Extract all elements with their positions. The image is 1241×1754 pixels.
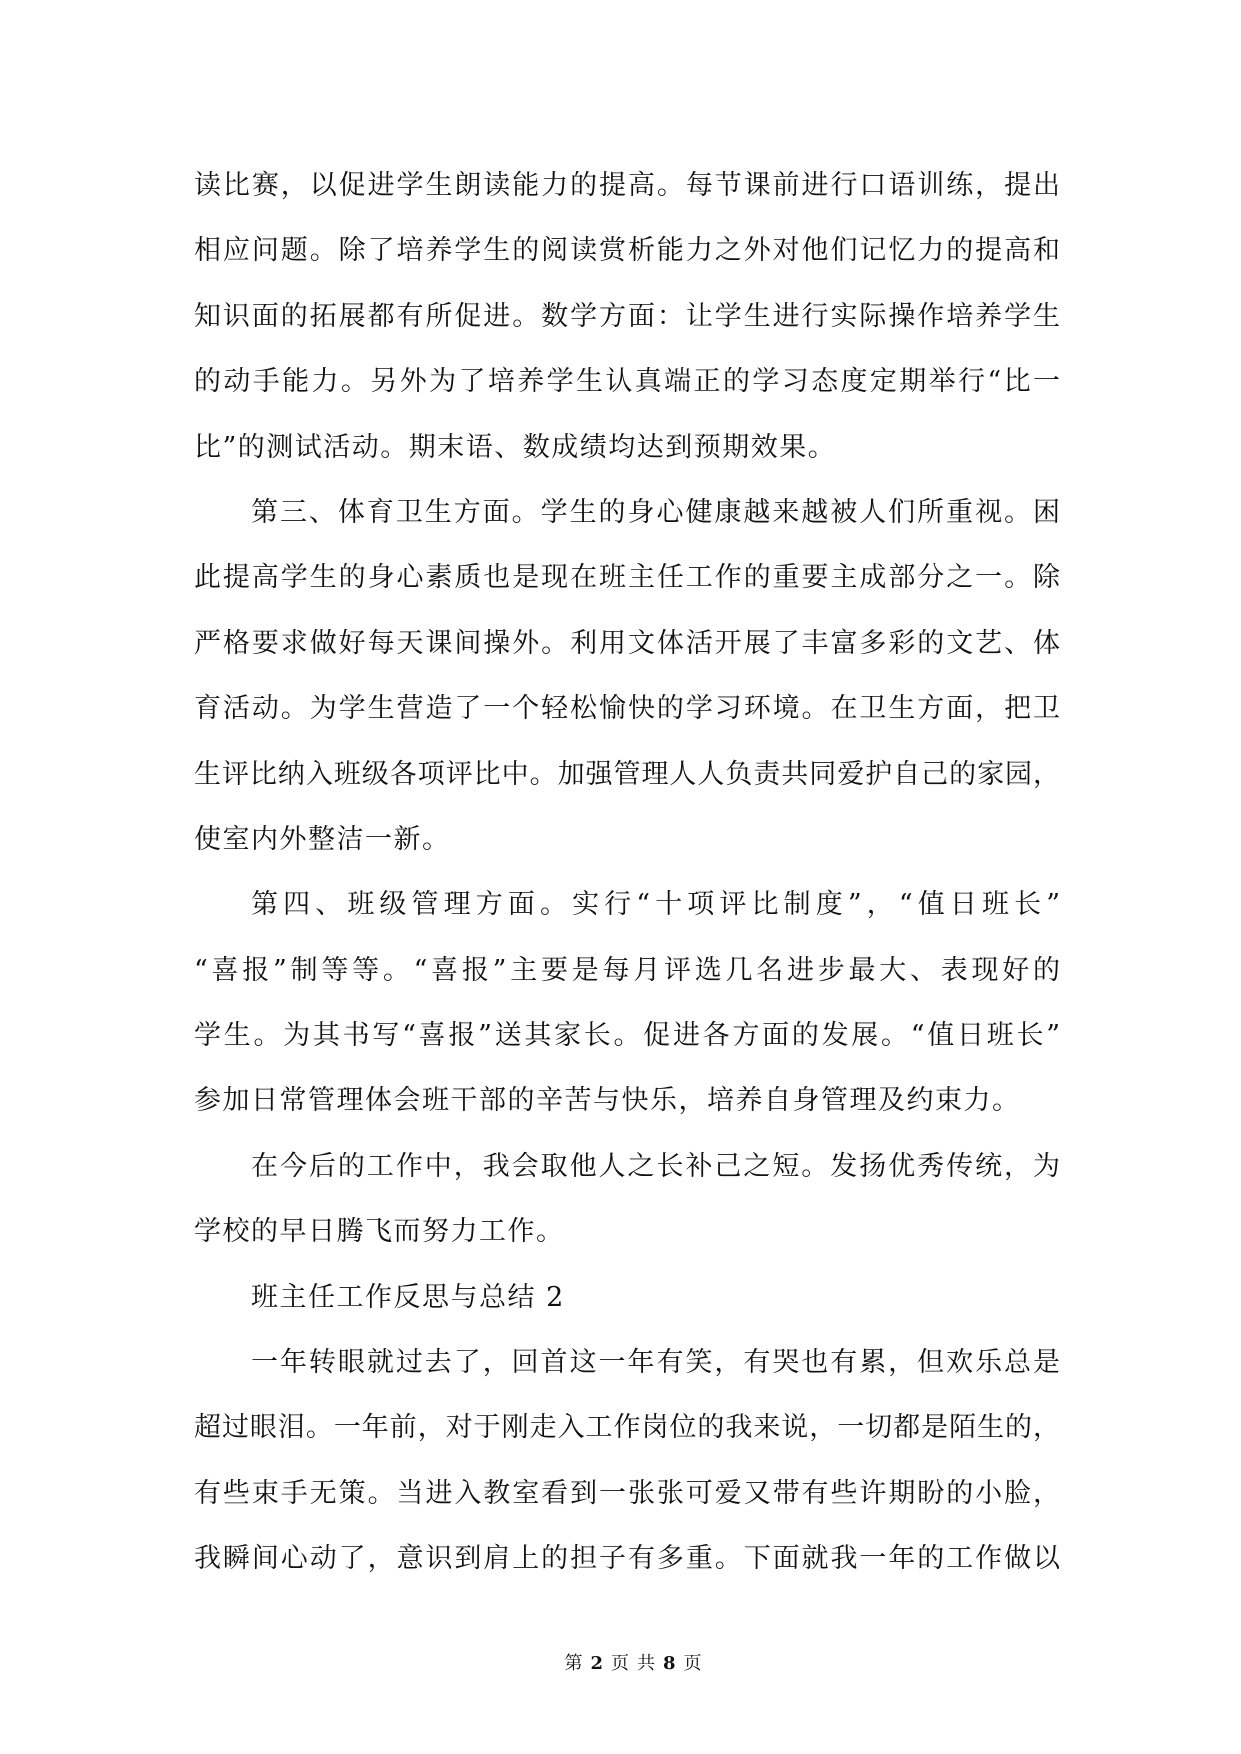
footer-page-word: 页: [611, 1653, 629, 1674]
text-line: 第四、班级管理方面。实行“十项评比制度”，“值日班长”: [251, 889, 1060, 921]
total-pages-number: 8: [663, 1653, 676, 1674]
paragraph: [194, 1330, 1060, 1592]
text-line: 我瞬间心动了，意识到肩上的担子有多重。下面就我一年的工作做以: [194, 1543, 1060, 1575]
text-line: 育活动。为学生营造了一个轻松愉快的学习环境。在卫生方面，把卫: [194, 693, 1060, 725]
page-footer: [560, 1652, 705, 1676]
text-line: 超过眼泪。一年前，对于刚走入工作岗位的我来说，一切都是陌生的，: [194, 1412, 1060, 1444]
text-line: 一年转眼就过去了，回首这一年有笑，有哭也有累，但欢乐总是: [251, 1347, 1060, 1379]
text-line: 的动手能力。另外为了培养学生认真端正的学习态度定期举行“比一: [194, 366, 1060, 398]
text-line: 参加日常管理体会班干部的辛苦与快乐，培养自身管理及约束力。: [194, 1085, 1021, 1117]
footer-page-prefix: 第: [564, 1653, 583, 1674]
paragraph: [194, 872, 1060, 1134]
text-line: 有些束手无策。当进入教室看到一张张可爱又带有些许期盼的小脸，: [194, 1477, 1060, 1509]
paragraph: [194, 1134, 1060, 1265]
document-body: [194, 153, 1060, 1592]
text-line: 读比赛，以促进学生朗读能力的提高。每节课前进行口语训练，提出: [194, 170, 1060, 201]
text-line: 相应问题。除了培养学生的阅读赏析能力之外对他们记忆力的提高和: [194, 235, 1060, 267]
text-line: 第三、体育卫生方面。学生的身心健康越来越被人们所重视。困: [251, 496, 1060, 528]
paragraph: [194, 1265, 1060, 1330]
paragraph: [194, 153, 1060, 480]
text-line: 严格要求做好每天课间操外。利用文体活开展了丰富多彩的文艺、体: [194, 627, 1060, 659]
footer-total-suffix: 页: [683, 1653, 702, 1674]
text-line: 在今后的工作中，我会取他人之长补己之短。发扬优秀传统，为: [251, 1150, 1060, 1182]
current-page-number: 2: [590, 1653, 603, 1674]
text-line: 比”的测试活动。期末语、数成绩均达到预期效果。: [194, 431, 837, 463]
text-line: 知识面的拓展都有所促进。数学方面：让学生进行实际操作培养学生: [194, 300, 1060, 332]
footer-total-prefix: 共: [637, 1653, 655, 1674]
text-line: 生评比纳入班级各项评比中。加强管理人人负责共同爱护自己的家园，: [194, 758, 1060, 790]
text-line: 学生。为其书写“喜报”送其家长。促进各方面的发展。“值日班长”: [194, 1020, 1060, 1052]
paragraph: [194, 480, 1060, 872]
text-line: 使室内外整洁一新。: [194, 823, 451, 855]
text-line: 学校的早日腾飞而努力工作。: [194, 1216, 565, 1248]
section-title: 班主任工作反思与总结 2: [251, 1281, 565, 1313]
text-line: “喜报”制等等。“喜报”主要是每月评选几名进步最大、表现好的: [194, 954, 1060, 986]
text-line: 此提高学生的身心素质也是现在班主任工作的重要主成部分之一。除: [194, 562, 1060, 594]
